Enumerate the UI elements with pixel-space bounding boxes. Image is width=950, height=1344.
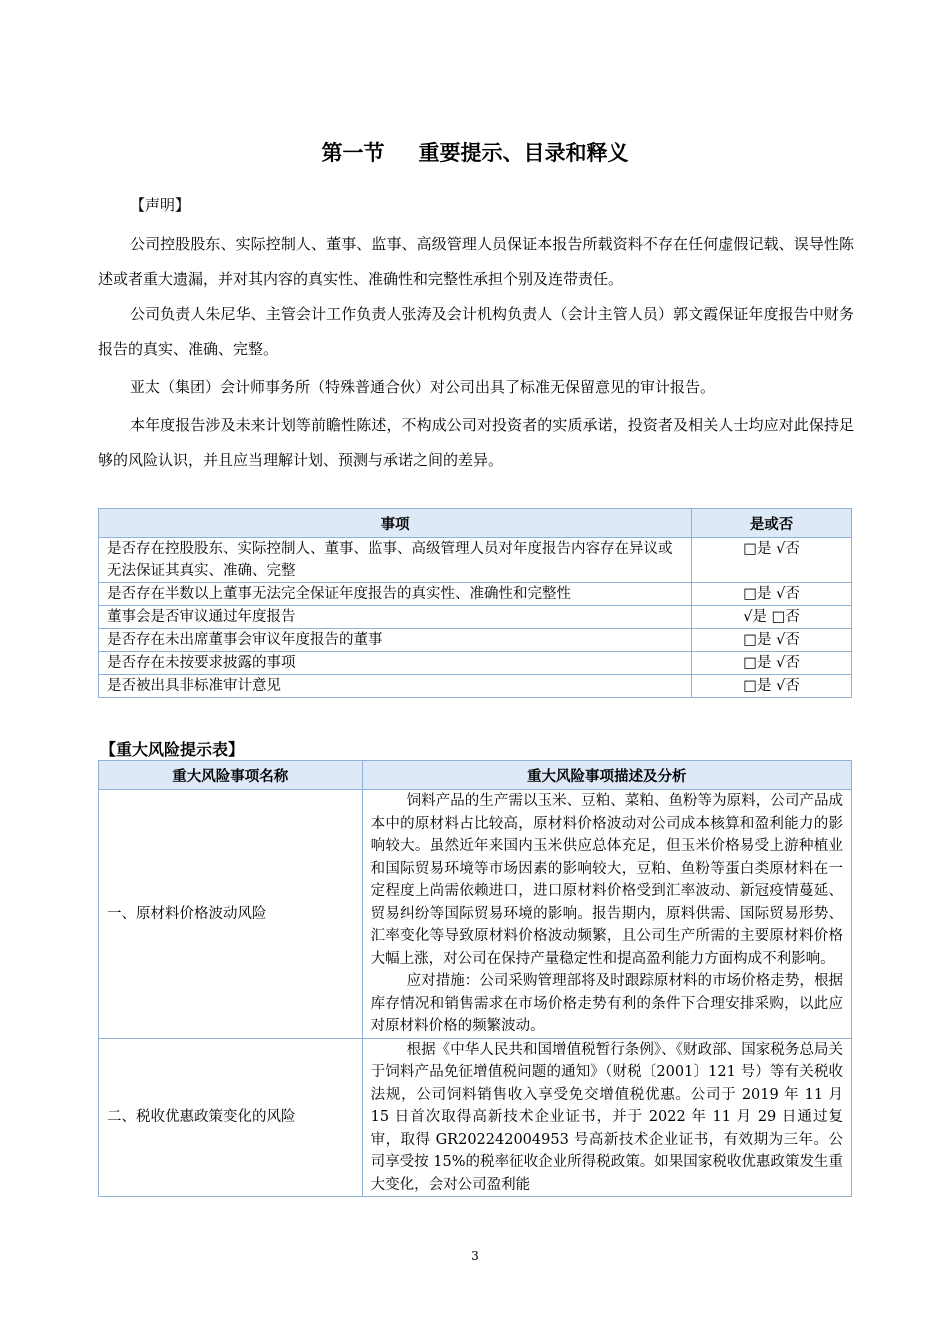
matter-cell: 是否存在半数以上董事无法完全保证年度报告的真实性、准确性和完整性 [99, 583, 692, 606]
risk-description-cell [362, 1038, 851, 1197]
table-row [99, 538, 852, 583]
page-number: 3 [471, 1249, 479, 1263]
section-title [0, 137, 950, 167]
table-row [99, 1038, 852, 1197]
declaration-paragraph-3: 亚太（集团）会计师事务所（特殊普通合伙）对公司出具了标准无保留意见的审计报告。 [130, 378, 716, 396]
matter-cell: 董事会是否审议通过年度报告 [99, 606, 692, 629]
answer-cell: √是 □否 [692, 606, 852, 629]
table-row [99, 675, 852, 698]
header-matter: 事项 [99, 509, 692, 538]
matter-cell: 是否存在未出席董事会审议年度报告的董事 [99, 629, 692, 652]
table-row [99, 790, 852, 1039]
risk-description-cell [362, 790, 851, 1039]
table-row [99, 606, 852, 629]
declaration-paragraph-2: 公司负责人朱尼华、主管会计工作负责人张涛及会计机构负责人（会计主管人员）郭文霞保证年度报告中财务报告的真实、准确、完整。 [98, 305, 854, 358]
table-row [99, 652, 852, 675]
risk-name-cell: 二、税收优惠政策变化的风险 [99, 1038, 363, 1197]
declaration-paragraph-4: 本年度报告涉及未来计划等前瞻性陈述，不构成公司对投资者的实质承诺，投资者及相关人士均应对此保持足够的风险认识，并且应当理解计划、预测与承诺之间的差异。 [98, 416, 854, 469]
answer-cell: □是 √否 [692, 538, 852, 583]
declaration-heading: 【声明】 [130, 196, 191, 214]
matter-cell: 是否被出具非标准审计意见 [99, 675, 692, 698]
matter-cell: 是否存在未按要求披露的事项 [99, 652, 692, 675]
answer-cell: □是 √否 [692, 675, 852, 698]
table-row [99, 629, 852, 652]
risk-description-paragraph: 根据《中华人民共和国增值税暂行条例》、《财政部、国家税务总局关于饲料产品免征增值税问题的通知》（财税〔2001〕121 号）等有关税收法规，公司饲料销售收入享受免交增值税优惠。公司于 2019 年 11 月 15 日首次取得高新技术企业证书，并于 2022 年 11 月 29 日通过复审，取得 GR202242004953 号高新技术企业证书，有效期为三年。公司享受按 15%的税率征收企业所得税政策。如果国家税收优惠政策发生重大变化，会对公司盈利能 [370, 1041, 843, 1193]
header-risk-name: 重大风险事项名称 [99, 761, 363, 790]
header-risk-description: 重大风险事项描述及分析 [362, 761, 851, 790]
answer-cell: □是 √否 [692, 583, 852, 606]
section-number: 第一节 [321, 141, 385, 165]
table-row [99, 583, 852, 606]
answer-cell: □是 √否 [692, 629, 852, 652]
declaration-paragraph-1: 公司控股股东、实际控制人、董事、监事、高级管理人员保证本报告所载资料不存在任何虚假记载、误导性陈述或者重大遗漏，并对其内容的真实性、准确性和完整性承担个别及连带责任。 [98, 235, 854, 288]
risk-table [98, 760, 852, 1197]
matter-cell: 是否存在控股股东、实际控制人、董事、监事、高级管理人员对年度报告内容存在异议或无法保证其真实、准确、完整 [99, 538, 692, 583]
header-yes-no: 是或否 [692, 509, 852, 538]
table-header-row [99, 761, 852, 790]
risk-countermeasure-paragraph: 应对措施：公司采购管理部将及时跟踪原材料的市场价格走势，根据库存情况和销售需求在市场价格走势有利的条件下合理安排采购，以此应对原材料价格的频繁波动。 [370, 973, 843, 1034]
risk-description-paragraph: 饲料产品的生产需以玉米、豆粕、菜粕、鱼粉等为原料，公司产品成本中的原材料占比较高，原材料价格波动对公司成本核算和盈利能力的影响较大。虽然近年来国内玉米供应总体充足，但玉米价格易受上游种植业和国际贸易环境等市场因素的影响较大，豆粕、鱼粉等蛋白类原材料在一定程度上尚需依赖进口，进口原材料价格受到汇率波动、新冠疫情蔓延、贸易纠纷等国际贸易环境的影响。报告期内，原料供需、国际贸易形势、汇率变化等导致原材料价格波动频繁，且公司生产所需的主要原材料价格大幅上涨，对公司在保持产量稳定性和提高盈利能力方面构成不利影响。 [370, 793, 843, 967]
matters-table [98, 508, 852, 698]
section-name: 重要提示、目录和释义 [418, 141, 629, 165]
risk-table-heading: 【重大风险提示表】 [100, 740, 245, 759]
risk-name-cell: 一、原材料价格波动风险 [99, 790, 363, 1039]
table-header-row [99, 509, 852, 538]
answer-cell: □是 √否 [692, 652, 852, 675]
